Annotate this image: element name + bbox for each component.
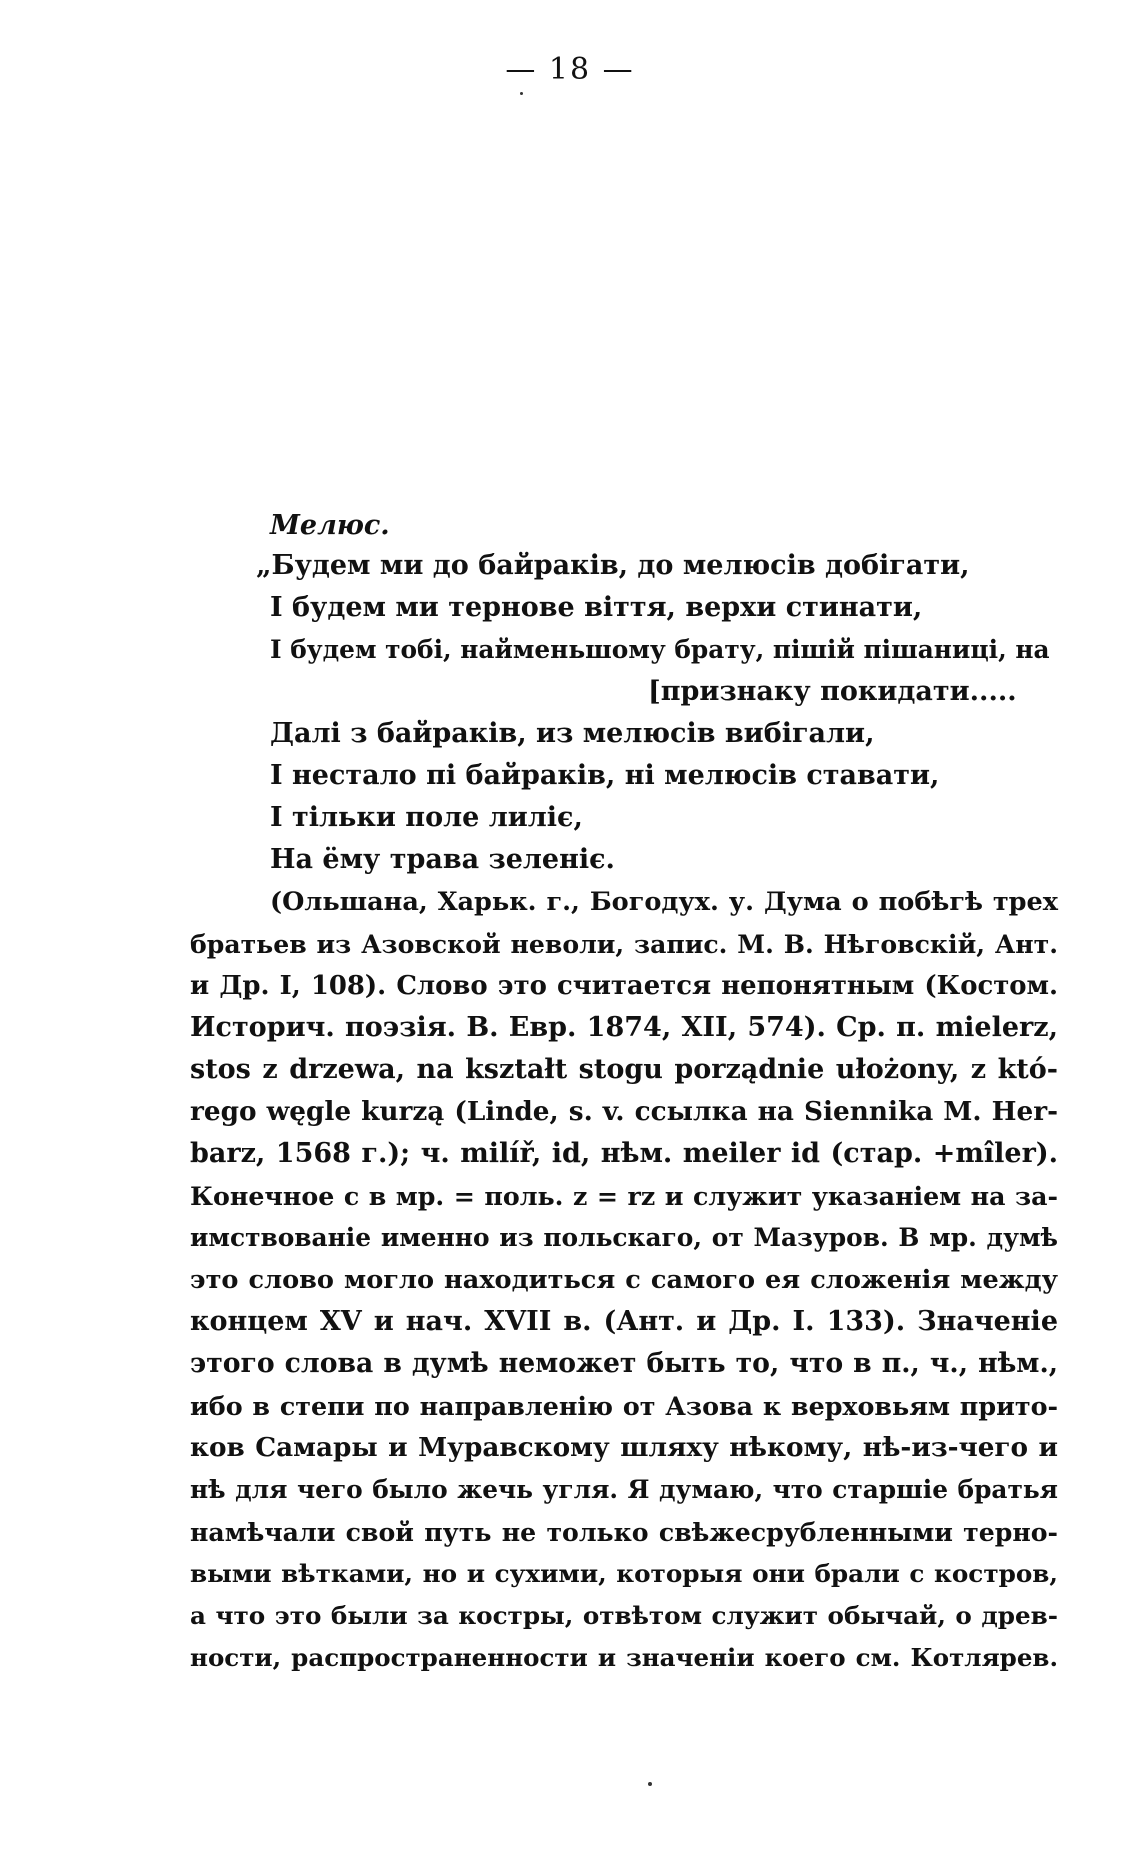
verse-line: I тільки поле лиліє, xyxy=(270,802,583,833)
commentary-line: rego węgle kurzą (Linde, s. v. ссылка на Siennika M. Her- xyxy=(190,1096,1058,1127)
commentary-line: ибо в степи по направленію от Азова к верховьям прито- xyxy=(190,1391,1058,1421)
page-content xyxy=(190,510,1058,1679)
verse-line: На ёму трава зеленіє. xyxy=(270,844,615,875)
page-number: — 18 — xyxy=(505,52,635,87)
commentary-line: а что это были за костры, отвѣтом служит обычай, о древ- xyxy=(190,1601,1058,1630)
print-speck xyxy=(520,92,523,95)
commentary-line: barz, 1568 г.); ч. milíř, id, нѣм. meiler id (стар. +mîler). xyxy=(190,1138,1058,1169)
commentary-line: намѣчали свой путь не только свѣжесрубленными терно- xyxy=(190,1517,1058,1547)
verse-block xyxy=(190,545,1058,881)
section-heading: Мелюс. xyxy=(270,510,390,541)
verse-line: I нестало пі байраків, ні мелюсів ставати, xyxy=(270,760,940,791)
commentary-line: ности, распространенности и значеніи коего см. Котлярев. xyxy=(190,1643,1058,1672)
verse-line-continuation: [признаку покидати..... xyxy=(648,676,1017,707)
commentary-line: концем XV и нач. XVII в. (Ант. и Др. I. 133). Значеніе xyxy=(190,1306,1058,1337)
commentary-line: это слово могло находиться с самого ея сложенія между xyxy=(190,1265,1058,1295)
print-speck xyxy=(648,1782,652,1786)
verse-line: Далі з байраків, из мелюсів вибігали, xyxy=(270,718,875,749)
commentary-line: Историч. поэзія. В. Евр. 1874, XII, 574). Ср. п. mielerz, xyxy=(190,1012,1058,1043)
commentary-line: имствованіе именно из польскаго, от Мазуров. В мр. думѣ xyxy=(190,1223,1058,1252)
commentary-line: этого слова в думѣ неможет быть то, что в п., ч., нѣм., xyxy=(190,1348,1058,1379)
commentary-line: Конечное c в мр. = поль. z = rz и служит указаніем на за- xyxy=(190,1181,1058,1211)
verse-line: I будем тобі, найменьшому брату, пішій пішаниці, на xyxy=(270,635,1050,664)
commentary-line: братьев из Азовской неволи, запис. М. В. Нѣговскій, Ант. xyxy=(190,929,1058,959)
commentary-paragraph xyxy=(190,881,1058,1679)
commentary-line: stos z drzewa, na kształt stogu porządnie ułożony, z któ- xyxy=(190,1054,1058,1085)
commentary-line: нѣ для чего было жечь угля. Я думаю, что старшіе братья xyxy=(190,1475,1058,1504)
verse-line: I будем ми тернове віття, верхи стинати, xyxy=(270,592,923,623)
verse-line: „Будем ми до байраків, до мелюсів добігати, xyxy=(256,550,970,581)
commentary-line: выми вѣтками, но и сухими, которыя они брали с костров, xyxy=(190,1559,1058,1588)
commentary-line: и Др. I, 108). Слово это считается непонятным (Костом. xyxy=(190,971,1058,1001)
commentary-line: ков Самары и Муравскому шляху нѣкому, нѣ-из-чего и xyxy=(190,1432,1058,1463)
commentary-line: (Ольшана, Харьк. г., Богодух. у. Дума о побѣгѣ трех xyxy=(270,887,1058,917)
